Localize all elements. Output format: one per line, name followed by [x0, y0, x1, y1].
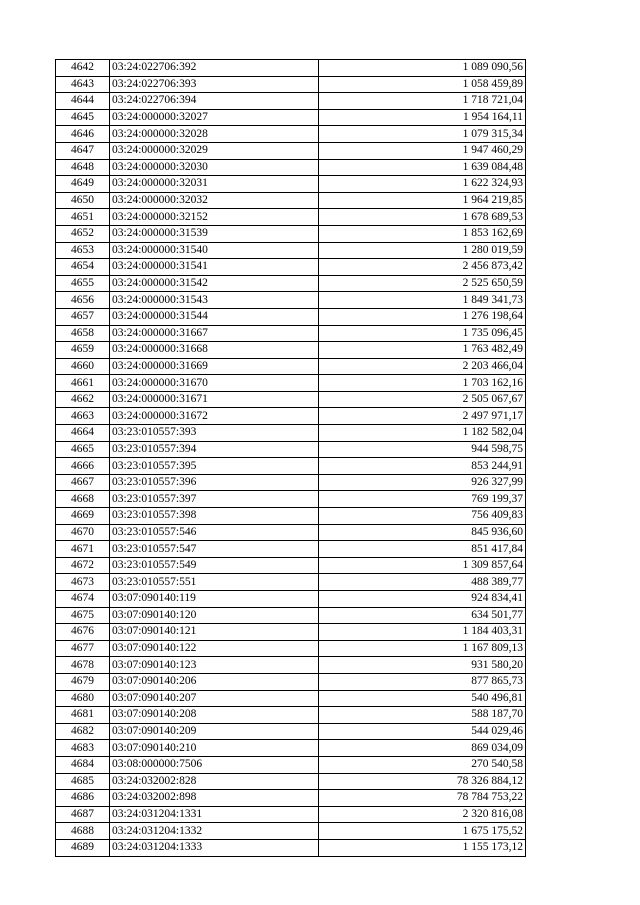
- table-row: [56, 624, 526, 641]
- cadastral-number-cell: 03:24:022706:393: [110, 76, 319, 93]
- cadastral-value-cell: 544 029,46: [319, 723, 526, 740]
- cadastral-value-cell: 1 182 582,04: [319, 425, 526, 442]
- row-number-cell: 4645: [56, 109, 110, 126]
- cadastral-number-cell: 03:23:010557:546: [110, 524, 319, 541]
- cadastral-value-cell: 851 417,84: [319, 541, 526, 558]
- table-row: [56, 474, 526, 491]
- row-number-cell: 4681: [56, 707, 110, 724]
- table-row: [56, 557, 526, 574]
- cadastral-value-cell: 1 079 315,34: [319, 126, 526, 143]
- row-number-cell: 4662: [56, 391, 110, 408]
- cadastral-value-cell: 769 199,37: [319, 491, 526, 508]
- row-number-cell: 4671: [56, 541, 110, 558]
- cadastral-number-cell: 03:07:090140:120: [110, 607, 319, 624]
- cadastral-number-cell: 03:24:000000:32031: [110, 176, 319, 193]
- row-number-cell: 4651: [56, 209, 110, 226]
- row-number-cell: 4658: [56, 325, 110, 342]
- table-row: [56, 176, 526, 193]
- cadastral-number-cell: 03:07:090140:206: [110, 673, 319, 690]
- cadastral-number-cell: 03:24:022706:392: [110, 60, 319, 77]
- row-number-cell: 4687: [56, 806, 110, 823]
- cadastral-number-cell: 03:23:010557:394: [110, 441, 319, 458]
- table-row: [56, 126, 526, 143]
- cadastral-number-cell: 03:07:090140:119: [110, 591, 319, 608]
- cadastral-value-cell: 1 089 090,56: [319, 60, 526, 77]
- row-number-cell: 4683: [56, 740, 110, 757]
- cadastral-number-cell: 03:07:090140:207: [110, 690, 319, 707]
- cadastral-number-cell: 03:24:022706:394: [110, 93, 319, 110]
- cadastral-number-cell: 03:23:010557:397: [110, 491, 319, 508]
- cadastral-number-cell: 03:24:031204:1333: [110, 839, 319, 856]
- table-row: [56, 292, 526, 309]
- row-number-cell: 4657: [56, 308, 110, 325]
- cadastral-number-cell: 03:24:000000:31668: [110, 342, 319, 359]
- cadastral-number-cell: 03:24:000000:32028: [110, 126, 319, 143]
- table-row: [56, 375, 526, 392]
- cadastral-value-cell: 1 763 482,49: [319, 342, 526, 359]
- cadastral-value-cell: 1 675 175,52: [319, 823, 526, 840]
- table-row: [56, 839, 526, 856]
- row-number-cell: 4672: [56, 557, 110, 574]
- cadastral-number-cell: 03:24:000000:31667: [110, 325, 319, 342]
- cadastral-value-cell: 1 703 162,16: [319, 375, 526, 392]
- table-row: [56, 707, 526, 724]
- row-number-cell: 4680: [56, 690, 110, 707]
- table-row: [56, 823, 526, 840]
- table-body: [56, 60, 526, 857]
- table-row: [56, 607, 526, 624]
- cadastral-number-cell: 03:24:000000:31542: [110, 275, 319, 292]
- row-number-cell: 4666: [56, 458, 110, 475]
- cadastral-value-cell: 78 326 884,12: [319, 773, 526, 790]
- table-row: [56, 756, 526, 773]
- cadastral-number-cell: 03:24:000000:31539: [110, 225, 319, 242]
- row-number-cell: 4667: [56, 474, 110, 491]
- cadastral-value-cell: 1 155 173,12: [319, 839, 526, 856]
- cadastral-value-cell: 1 964 219,85: [319, 192, 526, 209]
- cadastral-number-cell: 03:23:010557:395: [110, 458, 319, 475]
- cadastral-value-cell: 1 622 324,93: [319, 176, 526, 193]
- table-row: [56, 591, 526, 608]
- cadastral-value-cell: 540 496,81: [319, 690, 526, 707]
- row-number-cell: 4652: [56, 225, 110, 242]
- cadastral-value-cell: 1 639 084,48: [319, 159, 526, 176]
- cadastral-number-cell: 03:07:090140:121: [110, 624, 319, 641]
- row-number-cell: 4668: [56, 491, 110, 508]
- row-number-cell: 4682: [56, 723, 110, 740]
- cadastral-value-cell: 2 203 466,04: [319, 358, 526, 375]
- table-row: [56, 93, 526, 110]
- cadastral-value-cell: 1 058 459,89: [319, 76, 526, 93]
- row-number-cell: 4650: [56, 192, 110, 209]
- row-number-cell: 4646: [56, 126, 110, 143]
- cadastral-number-cell: 03:24:000000:31672: [110, 408, 319, 425]
- cadastral-value-cell: 926 327,99: [319, 474, 526, 491]
- row-number-cell: 4654: [56, 259, 110, 276]
- row-number-cell: 4642: [56, 60, 110, 77]
- table-row: [56, 308, 526, 325]
- cadastral-number-cell: 03:24:032002:828: [110, 773, 319, 790]
- cadastral-value-cell: 588 187,70: [319, 707, 526, 724]
- table-row: [56, 657, 526, 674]
- cadastral-number-cell: 03:24:000000:32030: [110, 159, 319, 176]
- row-number-cell: 4689: [56, 839, 110, 856]
- table-row: [56, 806, 526, 823]
- table-row: [56, 640, 526, 657]
- table-row: [56, 76, 526, 93]
- table-row: [56, 723, 526, 740]
- cadastral-value-cell: 634 501,77: [319, 607, 526, 624]
- table-row: [56, 275, 526, 292]
- table-row: [56, 159, 526, 176]
- cadastral-number-cell: 03:07:090140:122: [110, 640, 319, 657]
- row-number-cell: 4684: [56, 756, 110, 773]
- cadastral-number-cell: 03:23:010557:396: [110, 474, 319, 491]
- row-number-cell: 4678: [56, 657, 110, 674]
- cadastral-number-cell: 03:07:090140:210: [110, 740, 319, 757]
- table-row: [56, 109, 526, 126]
- cadastral-number-cell: 03:23:010557:398: [110, 508, 319, 525]
- table-row: [56, 425, 526, 442]
- cadastral-value-cell: 1 678 689,53: [319, 209, 526, 226]
- cadastral-value-cell: 1 276 198,64: [319, 308, 526, 325]
- table-row: [56, 673, 526, 690]
- row-number-cell: 4688: [56, 823, 110, 840]
- table-row: [56, 209, 526, 226]
- row-number-cell: 4663: [56, 408, 110, 425]
- cadastral-value-cell: 1 184 403,31: [319, 624, 526, 641]
- table-row: [56, 391, 526, 408]
- table-row: [56, 225, 526, 242]
- cadastral-value-cell: 270 540,58: [319, 756, 526, 773]
- table-row: [56, 491, 526, 508]
- cadastral-value-cell: 2 505 067,67: [319, 391, 526, 408]
- cadastral-value-cell: 944 598,75: [319, 441, 526, 458]
- row-number-cell: 4677: [56, 640, 110, 657]
- cadastral-value-cell: 1 718 721,04: [319, 93, 526, 110]
- row-number-cell: 4670: [56, 524, 110, 541]
- table-row: [56, 325, 526, 342]
- table-row: [56, 524, 526, 541]
- cadastral-number-cell: 03:23:010557:551: [110, 574, 319, 591]
- row-number-cell: 4675: [56, 607, 110, 624]
- cadastral-value-cell: 2 456 873,42: [319, 259, 526, 276]
- cadastral-number-cell: 03:24:000000:31544: [110, 308, 319, 325]
- cadastral-value-cell: 931 580,20: [319, 657, 526, 674]
- cadastral-value-cell: 78 784 753,22: [319, 790, 526, 807]
- cadastral-value-cell: 488 389,77: [319, 574, 526, 591]
- cadastral-number-cell: 03:24:000000:31670: [110, 375, 319, 392]
- cadastral-value-cell: 877 865,73: [319, 673, 526, 690]
- cadastral-number-cell: 03:24:000000:31543: [110, 292, 319, 309]
- cadastral-value-cell: 2 320 816,08: [319, 806, 526, 823]
- cadastral-number-cell: 03:24:000000:31671: [110, 391, 319, 408]
- cadastral-value-cell: 1 947 460,29: [319, 142, 526, 159]
- row-number-cell: 4664: [56, 425, 110, 442]
- row-number-cell: 4673: [56, 574, 110, 591]
- cadastral-number-cell: 03:24:000000:32027: [110, 109, 319, 126]
- row-number-cell: 4659: [56, 342, 110, 359]
- cadastral-value-cell: 845 936,60: [319, 524, 526, 541]
- table-row: [56, 142, 526, 159]
- table-row: [56, 458, 526, 475]
- cadastral-number-cell: 03:24:000000:32032: [110, 192, 319, 209]
- row-number-cell: 4648: [56, 159, 110, 176]
- cadastral-number-cell: 03:24:031204:1331: [110, 806, 319, 823]
- cadastral-value-cell: 924 834,41: [319, 591, 526, 608]
- cadastral-value-cell: 853 244,91: [319, 458, 526, 475]
- row-number-cell: 4660: [56, 358, 110, 375]
- row-number-cell: 4653: [56, 242, 110, 259]
- row-number-cell: 4676: [56, 624, 110, 641]
- row-number-cell: 4643: [56, 76, 110, 93]
- row-number-cell: 4655: [56, 275, 110, 292]
- cadastral-value-cell: 756 409,83: [319, 508, 526, 525]
- table-row: [56, 773, 526, 790]
- table-row: [56, 740, 526, 757]
- row-number-cell: 4679: [56, 673, 110, 690]
- cadastral-value-cell: 2 497 971,17: [319, 408, 526, 425]
- cadastral-value-table: [55, 59, 526, 857]
- row-number-cell: 4644: [56, 93, 110, 110]
- cadastral-value-cell: 869 034,09: [319, 740, 526, 757]
- row-number-cell: 4665: [56, 441, 110, 458]
- cadastral-value-cell: 1 853 162,69: [319, 225, 526, 242]
- cadastral-number-cell: 03:08:000000:7506: [110, 756, 319, 773]
- cadastral-number-cell: 03:07:090140:123: [110, 657, 319, 674]
- table-row: [56, 408, 526, 425]
- row-number-cell: 4649: [56, 176, 110, 193]
- cadastral-number-cell: 03:24:031204:1332: [110, 823, 319, 840]
- table-row: [56, 342, 526, 359]
- table-row: [56, 441, 526, 458]
- cadastral-value-cell: 1 309 857,64: [319, 557, 526, 574]
- cadastral-number-cell: 03:24:000000:32152: [110, 209, 319, 226]
- cadastral-number-cell: 03:24:000000:31669: [110, 358, 319, 375]
- table-row: [56, 358, 526, 375]
- cadastral-number-cell: 03:07:090140:209: [110, 723, 319, 740]
- cadastral-number-cell: 03:24:000000:32029: [110, 142, 319, 159]
- table-row: [56, 574, 526, 591]
- table-row: [56, 541, 526, 558]
- table-row: [56, 242, 526, 259]
- cadastral-value-cell: 1 735 096,45: [319, 325, 526, 342]
- cadastral-value-cell: 1 849 341,73: [319, 292, 526, 309]
- cadastral-value-cell: 1 167 809,13: [319, 640, 526, 657]
- row-number-cell: 4674: [56, 591, 110, 608]
- table-row: [56, 790, 526, 807]
- cadastral-value-cell: 1 954 164,11: [319, 109, 526, 126]
- row-number-cell: 4669: [56, 508, 110, 525]
- table-row: [56, 60, 526, 77]
- table-row: [56, 690, 526, 707]
- row-number-cell: 4656: [56, 292, 110, 309]
- row-number-cell: 4647: [56, 142, 110, 159]
- row-number-cell: 4661: [56, 375, 110, 392]
- cadastral-number-cell: 03:24:000000:31541: [110, 259, 319, 276]
- cadastral-number-cell: 03:23:010557:547: [110, 541, 319, 558]
- cadastral-number-cell: 03:24:032002:898: [110, 790, 319, 807]
- cadastral-number-cell: 03:07:090140:208: [110, 707, 319, 724]
- cadastral-number-cell: 03:24:000000:31540: [110, 242, 319, 259]
- cadastral-number-cell: 03:23:010557:549: [110, 557, 319, 574]
- table-row: [56, 508, 526, 525]
- cadastral-value-cell: 2 525 650,59: [319, 275, 526, 292]
- cadastral-value-cell: 1 280 019,59: [319, 242, 526, 259]
- table-row: [56, 192, 526, 209]
- row-number-cell: 4685: [56, 773, 110, 790]
- cadastral-number-cell: 03:23:010557:393: [110, 425, 319, 442]
- row-number-cell: 4686: [56, 790, 110, 807]
- table-row: [56, 259, 526, 276]
